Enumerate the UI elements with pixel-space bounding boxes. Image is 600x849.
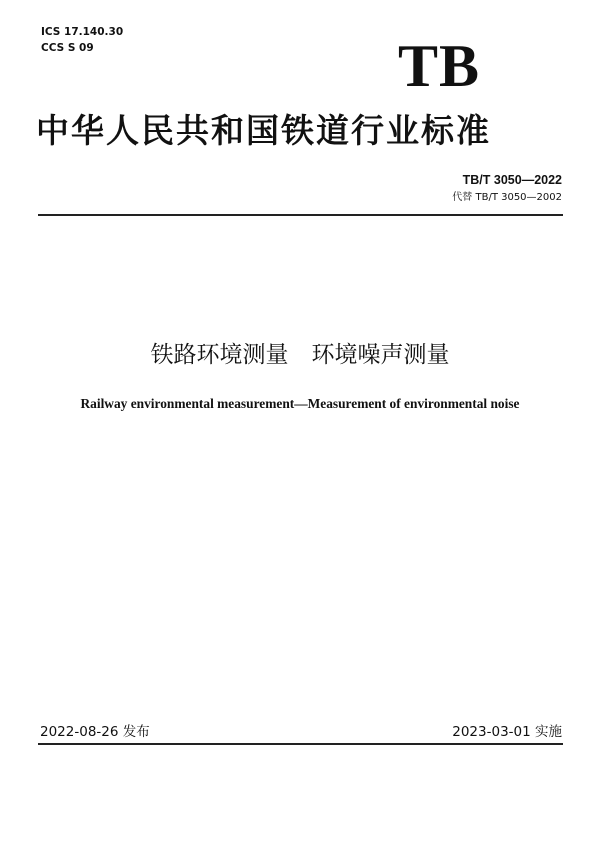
ccs-code: CCS S 09 xyxy=(41,42,94,54)
header-divider xyxy=(38,214,563,216)
implementation-date: 2023-03-01 实施 xyxy=(452,724,562,740)
document-title-english: Railway environmental measurement—Measurement of environmental noise xyxy=(80,396,520,411)
tb-logo: TB xyxy=(398,33,481,99)
ics-code: ICS 17.140.30 xyxy=(41,26,124,38)
classification-codes xyxy=(41,24,123,56)
organization-title: 中华人民共和国铁道行业标准 xyxy=(36,111,491,150)
footer-divider xyxy=(38,743,563,745)
document-title-chinese: 铁路环境测量 环境噪声测量 xyxy=(150,342,450,368)
standard-number: TB/T 3050—2022 xyxy=(462,173,562,187)
replaced-standard: 代替 TB/T 3050—2002 xyxy=(452,192,562,203)
issue-date: 2022-08-26 发布 xyxy=(40,724,150,740)
